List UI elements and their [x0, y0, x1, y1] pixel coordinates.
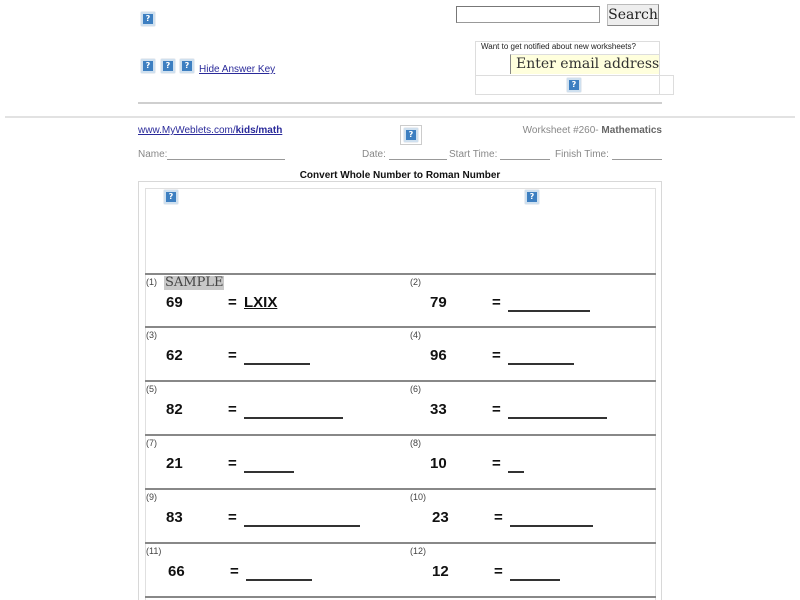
worksheet-title: Worksheet #260- Mathematics — [522, 125, 662, 136]
answer-blank[interactable] — [244, 363, 310, 365]
answer-blank[interactable] — [508, 363, 574, 365]
equals-sign: = — [492, 294, 501, 311]
problem-index: (5) — [146, 384, 157, 394]
problem-number: 62 — [166, 347, 183, 364]
problem-6 — [410, 384, 655, 434]
equals-sign: = — [228, 509, 237, 526]
equals-sign: = — [228, 401, 237, 418]
name-field: Name: — [138, 149, 285, 160]
row-divider — [145, 596, 656, 598]
problem-sample — [146, 277, 396, 327]
problem-number: 79 — [430, 294, 447, 311]
equals-sign: = — [228, 347, 237, 364]
date-field: Date: — [362, 149, 447, 160]
answer-blank[interactable] — [246, 579, 312, 581]
divider — [138, 102, 662, 104]
problem-number: 12 — [432, 563, 449, 580]
problem-number: 83 — [166, 509, 183, 526]
subscribe-icon[interactable]: ? — [567, 78, 581, 92]
problem-number: 21 — [166, 455, 183, 472]
help-icon[interactable]: ? — [141, 12, 155, 26]
worksheet-heading: Convert Whole Number to Roman Number — [299, 170, 501, 181]
answer-blank[interactable] — [244, 471, 294, 473]
help-icon[interactable]: ? — [141, 59, 155, 73]
answer-blank[interactable] — [508, 417, 607, 419]
problem-9 — [146, 492, 396, 542]
problem-11 — [146, 546, 396, 596]
equals-sign: = — [494, 509, 503, 526]
email-input[interactable]: Enter email address — [510, 54, 659, 74]
answer-blank[interactable] — [510, 525, 593, 527]
search-input[interactable] — [456, 6, 600, 23]
answer-blank[interactable] — [508, 471, 524, 473]
row-divider — [145, 488, 656, 490]
equals-sign: = — [492, 455, 501, 472]
problem-index: (8) — [410, 438, 421, 448]
answer-value: LXIX — [244, 294, 278, 311]
problem-number: 33 — [430, 401, 447, 418]
problem-number: 69 — [166, 294, 183, 311]
help-icon[interactable]: ? — [525, 190, 539, 204]
notify-prompt: Want to get notified about new worksheets? — [481, 42, 636, 51]
problem-number: 10 — [430, 455, 447, 472]
problem-5 — [146, 384, 396, 434]
start-time-field: Start Time: — [449, 149, 550, 160]
problem-10 — [410, 492, 655, 542]
problem-8 — [410, 438, 655, 488]
problem-7 — [146, 438, 396, 488]
problem-4 — [410, 330, 655, 380]
problem-12 — [410, 546, 655, 596]
site-link[interactable]: www.MyWeblets.com/kids/math — [138, 125, 283, 136]
problem-number: 82 — [166, 401, 183, 418]
problem-index: (1) — [146, 277, 157, 287]
equals-sign: = — [494, 563, 503, 580]
problem-index: (9) — [146, 492, 157, 502]
problem-index: (10) — [410, 492, 427, 502]
equals-sign: = — [492, 347, 501, 364]
problem-index: (6) — [410, 384, 421, 394]
divider — [5, 116, 795, 118]
print-icon[interactable]: ? — [404, 128, 418, 142]
equals-sign: = — [230, 563, 239, 580]
problem-index: (12) — [410, 546, 427, 556]
problem-number: 66 — [168, 563, 185, 580]
help-icon[interactable]: ? — [161, 59, 175, 73]
problem-index: (3) — [146, 330, 157, 340]
answer-blank[interactable] — [244, 525, 360, 527]
search-button[interactable]: Search — [607, 4, 659, 26]
problem-number: 96 — [430, 347, 447, 364]
answer-blank[interactable] — [244, 417, 343, 419]
problem-index: (11) — [146, 546, 162, 556]
row-divider — [145, 380, 656, 382]
equals-sign: = — [228, 455, 237, 472]
problem-index: (4) — [410, 330, 421, 340]
hide-answer-key-link[interactable]: Hide Answer Key — [199, 64, 276, 75]
problem-index: (2) — [410, 277, 421, 287]
equals-sign: = — [228, 294, 237, 311]
help-icon[interactable]: ? — [164, 190, 178, 204]
help-icon[interactable]: ? — [180, 59, 194, 73]
problem-3 — [146, 330, 396, 380]
row-divider — [145, 434, 656, 436]
finish-time-field: Finish Time: — [555, 149, 662, 160]
answer-blank[interactable] — [508, 310, 590, 312]
problem-index: (7) — [146, 438, 157, 448]
problem-2 — [410, 277, 655, 327]
sample-badge: SAMPLE — [165, 275, 224, 290]
row-divider — [145, 542, 656, 544]
problem-number: 23 — [432, 509, 449, 526]
answer-blank[interactable] — [510, 579, 560, 581]
equals-sign: = — [492, 401, 501, 418]
